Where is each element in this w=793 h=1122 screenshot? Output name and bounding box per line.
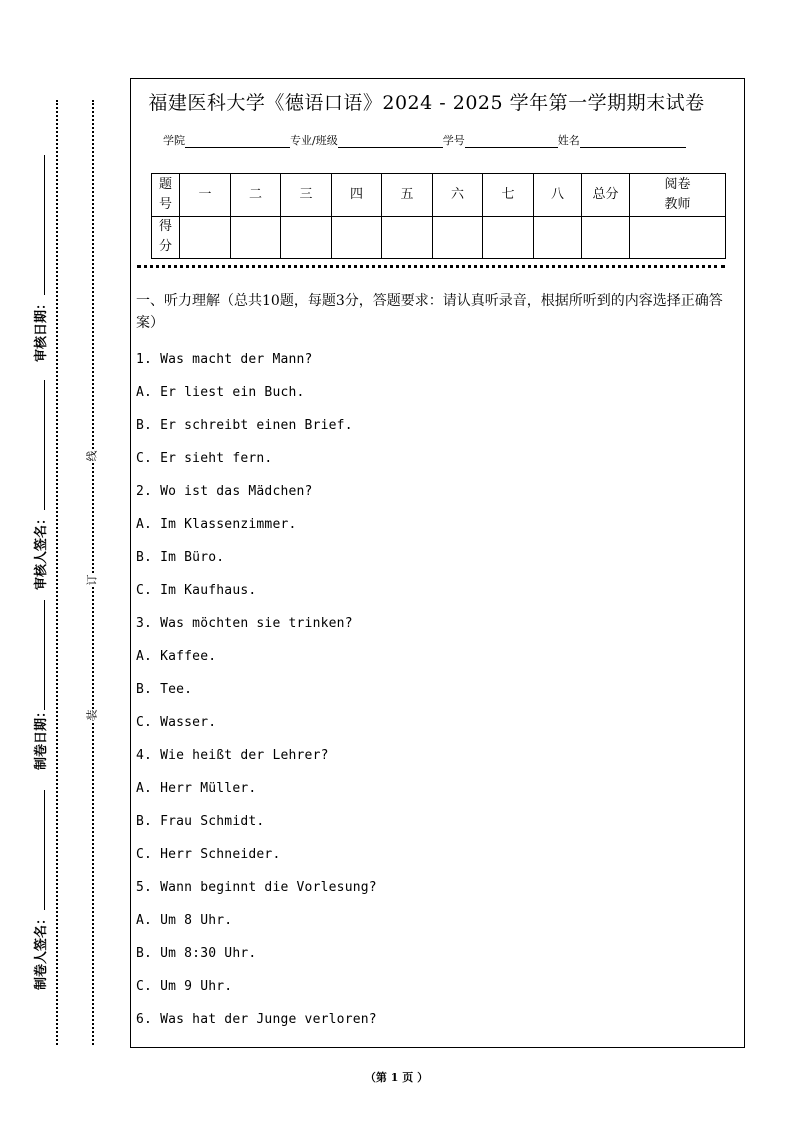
option-item: B. Tee. — [136, 682, 193, 697]
name-blank[interactable] — [580, 135, 686, 148]
college-label: 学院 — [163, 134, 185, 147]
option-item: A. Er liest ein Buch. — [136, 385, 305, 400]
question-item: 4. Wie heißt der Lehrer? — [136, 748, 329, 763]
score-cell-8[interactable] — [534, 216, 582, 259]
option-item: A. Herr Müller. — [136, 781, 257, 796]
binding-char-line: 线 — [85, 450, 99, 462]
major-class-blank[interactable] — [338, 135, 443, 148]
listening-section — [136, 290, 740, 1036]
option-item: C. Im Kaufhaus. — [136, 583, 257, 598]
page-number: （第 1 页 ） — [364, 1071, 429, 1084]
student-id-label: 学号 — [442, 134, 465, 147]
reviewer-sign-label: 审核人签名： — [34, 511, 49, 590]
margin-dotted-line-outer — [56, 100, 58, 1045]
preparer-sign-line — [44, 790, 45, 910]
col-total: 总分 — [582, 174, 630, 217]
name-label: 姓名 — [557, 134, 580, 147]
question-item: 5. Wann beginnt die Vorlesung? — [136, 880, 377, 895]
col-4: 四 — [332, 174, 382, 217]
col-1: 一 — [180, 174, 231, 217]
review-date-label: 审核日期： — [34, 296, 49, 362]
score-cell-total[interactable] — [582, 216, 630, 259]
score-cell-3[interactable] — [281, 216, 332, 259]
score-label: 得 分 — [152, 216, 180, 259]
binding-char-staple: 订 — [85, 574, 99, 586]
option-item: C. Um 9 Uhr. — [136, 979, 233, 994]
col-7: 七 — [483, 174, 534, 217]
option-item: C. Wasser. — [136, 715, 217, 730]
dotted-separator — [137, 265, 725, 268]
option-item: B. Um 8:30 Uhr. — [136, 946, 257, 961]
option-item: A. Im Klassenzimmer. — [136, 517, 297, 532]
col-grader: 阅卷 教师 — [630, 174, 726, 217]
reviewer-sign-line — [44, 380, 45, 510]
col-6: 六 — [433, 174, 483, 217]
score-cell-5[interactable] — [382, 216, 433, 259]
col-2: 二 — [231, 174, 281, 217]
col-3: 三 — [281, 174, 332, 217]
score-cell-4[interactable] — [332, 216, 382, 259]
score-value-row — [152, 216, 726, 259]
score-cell-1[interactable] — [180, 216, 231, 259]
prepare-date-line — [44, 600, 45, 710]
score-cell-grader[interactable] — [630, 216, 726, 259]
exam-title: 福建医科大学《德语口语》2024 - 2025 学年第一学期期末试卷 — [148, 92, 705, 114]
option-item: A. Um 8 Uhr. — [136, 913, 233, 928]
score-table — [151, 173, 726, 259]
binding-char-bind: 装 — [85, 709, 99, 721]
student-id-blank[interactable] — [465, 135, 558, 148]
score-header-row — [152, 174, 726, 217]
section-heading: 一、听力理解（总共10题，每题3分，答题要求：请认真听录音，根据所听到的内容选择正确答案） — [136, 293, 723, 331]
question-item: 2. Wo ist das Mädchen? — [136, 484, 313, 499]
option-item: A. Kaffee. — [136, 649, 217, 664]
student-info-line — [163, 132, 686, 148]
question-item: 6. Was hat der Junge verloren? — [136, 1012, 377, 1027]
college-blank[interactable] — [185, 135, 290, 148]
score-cell-7[interactable] — [483, 216, 534, 259]
col-5: 五 — [382, 174, 433, 217]
score-cell-2[interactable] — [231, 216, 281, 259]
preparer-sign-label: 制卷人签名： — [34, 911, 49, 990]
col-8: 八 — [534, 174, 582, 217]
score-cell-6[interactable] — [433, 216, 483, 259]
question-item: 1. Was macht der Mann? — [136, 352, 313, 367]
prepare-date-label: 制卷日期： — [34, 704, 49, 770]
option-item: B. Er schreibt einen Brief. — [136, 418, 353, 433]
option-item: B. Im Büro. — [136, 550, 225, 565]
question-item: 3. Was möchten sie trinken? — [136, 616, 353, 631]
margin-dotted-line-inner — [92, 100, 94, 1045]
review-date-line — [44, 155, 45, 295]
major-class-label: 专业/班级 — [290, 134, 338, 147]
option-item: B. Frau Schmidt. — [136, 814, 265, 829]
question-no-label: 题 号 — [152, 174, 180, 217]
option-item: C. Herr Schneider. — [136, 847, 281, 862]
option-item: C. Er sieht fern. — [136, 451, 273, 466]
